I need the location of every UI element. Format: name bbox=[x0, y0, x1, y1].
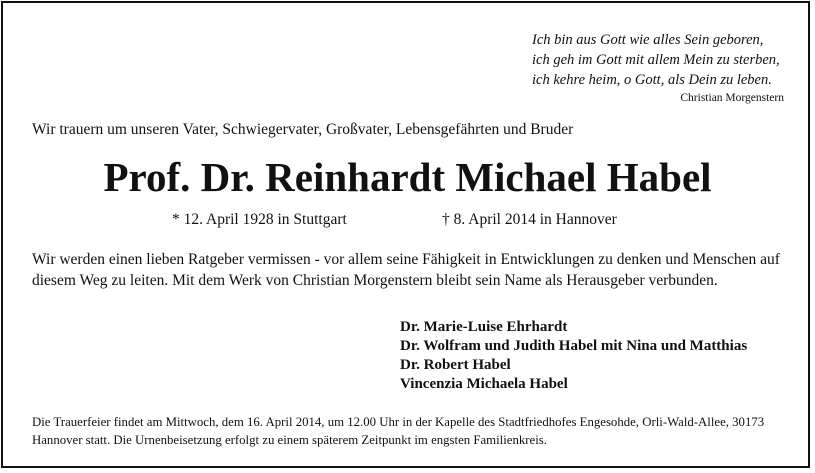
poem-line: Ich bin aus Gott wie alles Sein geboren, bbox=[532, 32, 764, 48]
mourner-name: Dr. Robert Habel bbox=[400, 357, 511, 373]
mourner-name: Vincenzia Michaela Habel bbox=[400, 376, 568, 392]
death-date: † 8. April 2014 in Hannover bbox=[442, 211, 617, 228]
deceased-name: Prof. Dr. Reinhardt Michael Habel bbox=[103, 154, 712, 200]
birth-date: * 12. April 1928 in Stuttgart bbox=[172, 211, 347, 228]
mourner-name: Dr. Marie-Luise Ehrhardt bbox=[400, 319, 568, 335]
mourners-list bbox=[400, 318, 747, 394]
poem-author: Christian Morgenstern bbox=[680, 92, 784, 104]
mourner-name: Dr. Wolfram und Judith Habel mit Nina und Matthias bbox=[400, 338, 748, 354]
poem-line: ich kehre heim, o Gott, als Dein zu leben. bbox=[532, 72, 772, 88]
funeral-notice: Die Trauerfeier findet am Mittwoch, dem 16. April 2014, um 12.00 Uhr in der Kapelle des Stadtfriedhofes Engesohde, Orli-Wald-Allee, 30173 Hannover statt. Die Urnenbeisetzung erfolgt zu einem späterem Zeitpunkt im engsten Familienkreis. bbox=[32, 415, 765, 447]
tribute-text: Wir werden einen lieben Ratgeber vermissen - vor allem seine Fähigkeit in Entwicklungen zu denken und Menschen auf diesem Weg zu leiten. Mit dem Werk von Christian Morgenstern bleibt sein Name als Herausgeber verbunden. bbox=[32, 251, 780, 289]
intro-text: Wir trauern um unseren Vater, Schwiegervater, Großvater, Lebensgefährten und Bruder bbox=[32, 121, 574, 138]
poem-line: ich geh im Gott mit allem Mein zu sterben, bbox=[532, 52, 780, 68]
poem-quote bbox=[532, 30, 784, 106]
